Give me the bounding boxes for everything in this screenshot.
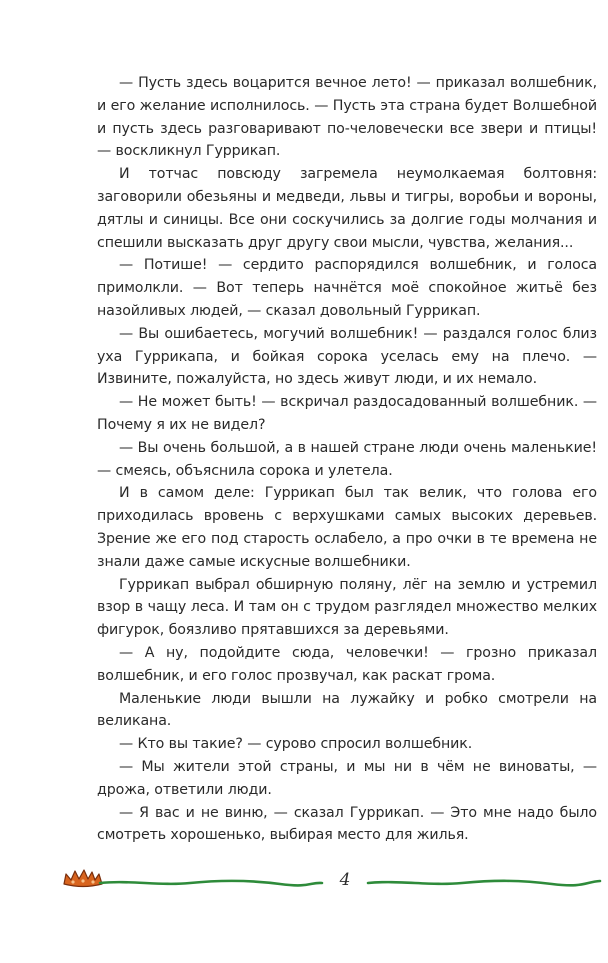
paragraph: Маленькие люди вышли на лужайку и робко смотрели на великана.: [97, 690, 597, 730]
paragraph: — Пусть здесь воцарится вечное лето! — приказал волшебник, и его желание исполнилось. — Пусть эта страна будет Волшебной и пусть здесь разговаривают по-человечески все звери и птицы! — воскликнул Гуррикап.: [97, 75, 597, 160]
crown-icon: [64, 870, 102, 887]
paragraph: — Я вас и не виню, — сказал Гуррикап. — Это мне надо было смотреть хорошенько, выбирая место для жилья.: [97, 804, 597, 844]
paragraph: — Мы жители этой страны, и мы ни в чём не виноваты, — дрожа, ответили люди.: [97, 758, 597, 798]
page-text: [97, 72, 597, 847]
grass-line-right: [368, 881, 600, 885]
paragraph: — Потише! — сердито распорядился волшебник, и голоса примолкли. — Вот теперь начнётся моё спокойное житьё без назойливых людей, — сказал довольный Гуррикап.: [97, 257, 597, 319]
paragraph: — Вы ошибаетесь, могучий волшебник! — раздался голос близ уха Гуррикапа, и бойкая сорока уселась ему на плечо. — Извините, пожалуйста, но здесь живут люди, и их немало.: [97, 325, 597, 388]
paragraph: И в самом деле: Гуррикап был так велик, что голова его приходилась вровень с верхушками самых высоких деревьев. Зрение же его под старость ослабело, а про очки в те времена не знали даже самые искусные волшебники.: [97, 485, 597, 570]
paragraph: — Вы очень большой, а в нашей стране люди очень маленькие! — смеясь, объяснила сорока и улетела.: [97, 439, 597, 479]
paragraph: — А ну, подойдите сюда, человечки! — грозно приказал волшебник, и его голос прозвучал, как раскат грома.: [97, 644, 597, 684]
paragraph: Гуррикап выбрал обширную поляну, лёг на землю и устремил взор в чащу леса. И там он с трудом разглядел множество мелких фигурок, боязливо прятавшихся за деревьями.: [97, 576, 597, 639]
paragraph: — Не может быть! — вскричал раздосадованный волшебник. — Почему я их не видел?: [97, 394, 597, 433]
page-number: 4: [339, 870, 351, 890]
paragraph: И тотчас повсюду загремела неумолкаемая болтовня: заговорили обезьяны и медведи, львы и тигры, воробьи и вороны, дятлы и синицы. Все они соскучились за долгие годы молчания и спешили высказать друг другу свои мысли, чувства, желания...: [97, 166, 597, 251]
paragraph: — Кто вы такие? — сурово спросил волшебник.: [119, 736, 473, 753]
footer-ornament: [0, 860, 608, 900]
grass-line-left: [100, 881, 322, 886]
page-footer: [0, 860, 608, 900]
